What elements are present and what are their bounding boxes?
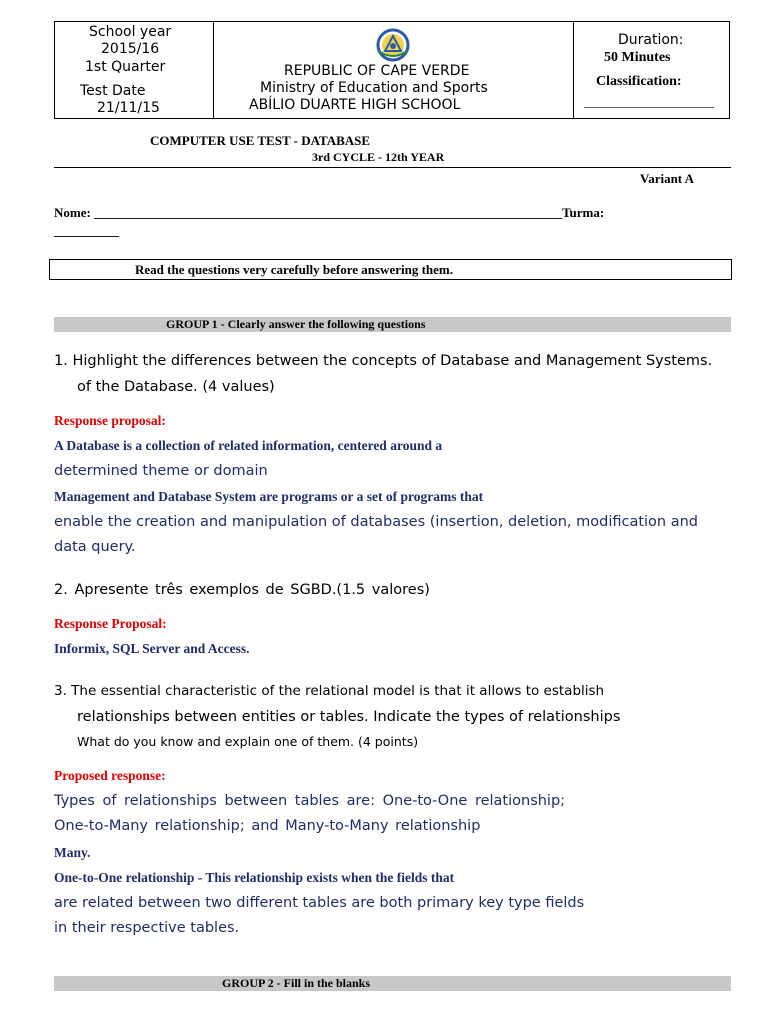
response-3-line6: in their respective tables. [54, 920, 240, 936]
response-3-line4: One-to-One relationship - This relationship exists when the fields that [54, 870, 455, 885]
instruction-text: Read the questions very carefully before answering them. [135, 262, 453, 277]
question-3-line3: What do you know and explain one of them. (4 points) [77, 734, 419, 749]
school-year-value: 2015/16 [101, 41, 160, 57]
response-1-line3: Management and Database System are programs or a set of programs that [54, 489, 484, 504]
header-left-cell [55, 22, 214, 118]
question-1-line1: 1. Highlight the differences between the concepts of Database and Management Systems. [54, 353, 713, 369]
test-title: COMPUTER USE TEST - DATABASE [150, 133, 371, 148]
test-cycle: 3rd CYCLE - 12th YEAR [312, 150, 445, 164]
question-1-line2: of the Database. (4 values) [77, 379, 275, 395]
test-date-label: Test Date [80, 83, 146, 99]
response-2-label: Response Proposal: [54, 616, 167, 631]
quarter: 1st Quarter [85, 59, 166, 75]
response-3-line3: Many. [54, 845, 91, 860]
duration-value: 50 Minutes [604, 50, 671, 65]
school-name: ABÍLIO DUARTE HIGH SCHOOL [249, 97, 461, 113]
ministry-name: Ministry of Education and Sports [260, 80, 488, 96]
response-3-line1: Types of relationships between tables are: One-to-One relationship; [54, 793, 566, 809]
response-2-line1: Informix, SQL Server and Access. [54, 641, 250, 656]
republic-name: REPUBLIC OF CAPE VERDE [284, 63, 470, 79]
response-1-line4: enable the creation and manipulation of databases (insertion, deletion, modification and [54, 514, 699, 530]
classification-label: Classification: [596, 74, 682, 89]
response-1-line1: A Database is a collection of related information, centered around a [54, 438, 443, 453]
school-year-label: School year [89, 24, 172, 40]
question-2: 2. Apresente três exemplos de SGBD.(1.5 valores) [54, 582, 430, 598]
test-date-value: 21/11/15 [97, 100, 160, 116]
turma-blank: __________ [54, 223, 119, 238]
response-3-line5: are related between two different tables are both primary key type fields [54, 895, 585, 911]
response-3-label: Proposed response: [54, 768, 166, 783]
group2-title: GROUP 2 - Fill in the blanks [222, 976, 371, 990]
response-3-line2: One-to-Many relationship; and Many-to-Many relationship [54, 818, 481, 834]
header-right-cell [573, 22, 729, 118]
group1-title: GROUP 1 - Clearly answer the following questions [166, 317, 426, 331]
variant-label: Variant A [640, 171, 695, 186]
group2-bar [54, 976, 731, 991]
response-1-label: Response proposal: [54, 413, 166, 428]
title-divider [54, 167, 731, 168]
classification-blank: ____________________ [584, 94, 714, 109]
group1-bar [54, 317, 731, 332]
response-1-line2: determined theme or domain [54, 463, 268, 479]
question-3-line1: 3. The essential characteristic of the relational model is that it allows to establish [54, 683, 605, 699]
response-1-line5: data query. [54, 539, 136, 555]
cape-verde-emblem-icon [374, 28, 412, 62]
duration-label: Duration: [618, 32, 684, 48]
instruction-box [49, 259, 732, 280]
question-3-line2: relationships between entities or tables. Indicate the types of relationships [77, 709, 621, 725]
name-field-line: Nome: ________________________________________________________________________Turma: [54, 205, 605, 220]
header-table [54, 21, 730, 119]
